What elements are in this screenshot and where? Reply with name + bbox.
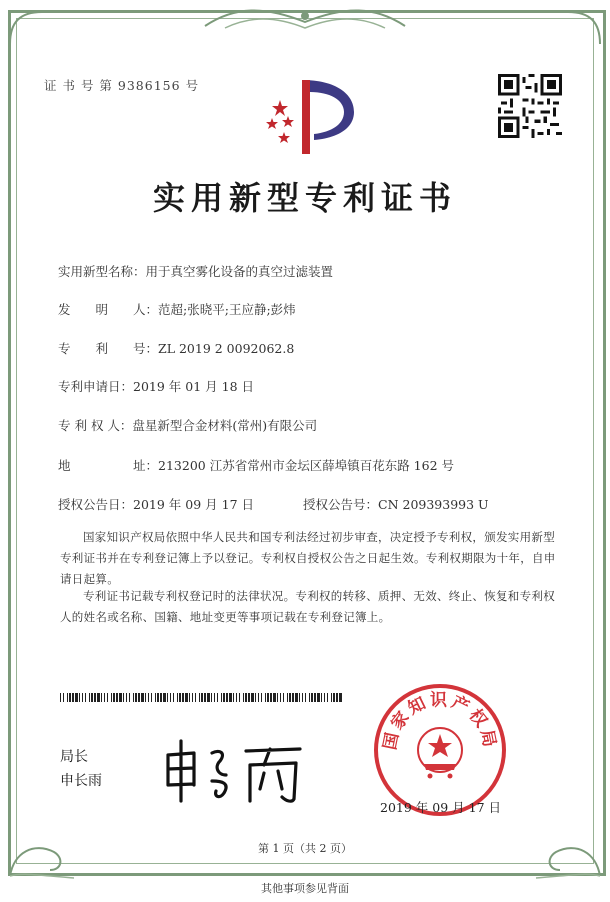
top-ornament-icon	[195, 2, 415, 36]
signatory-name: 申长雨	[60, 773, 102, 789]
field-patent-number	[58, 339, 294, 357]
field-grant-number	[303, 495, 489, 513]
field-grant-date	[58, 495, 254, 513]
top-right-corner-icon	[564, 8, 604, 48]
field-value: 2019 年 01 月 18 日	[133, 379, 255, 394]
svg-text:国家知识产权局: 国家知识产权局	[380, 690, 500, 752]
barcode-icon	[60, 693, 342, 702]
certificate-number-value: 9386156	[117, 78, 181, 93]
seal-date: 2019 年 09 月 17 日	[380, 800, 501, 815]
certificate-number-label: 证 书 号 第	[44, 78, 113, 93]
certificate-number	[44, 76, 199, 94]
field-label: 实用新型名称：	[58, 264, 146, 279]
certificate-number-suffix: 号	[185, 78, 200, 93]
qr-code-icon	[498, 74, 562, 138]
field-value: ZL 2019 2 0092062.8	[158, 341, 295, 356]
field-inventors	[58, 300, 296, 318]
field-label: 专 利 号：	[58, 341, 159, 356]
page-number: 第 1 页（共 2 页）	[258, 842, 352, 855]
grant-number-value: CN 209393993 U	[378, 497, 489, 512]
grant-date-value: 2019 年 09 月 17 日	[133, 497, 255, 512]
field-address	[58, 456, 454, 474]
grant-date-label: 授权公告日：	[58, 497, 134, 512]
field-application-date	[58, 377, 254, 395]
field-value: 213200 江苏省常州市金坛区薛埠镇百花东路 162 号	[158, 458, 455, 473]
field-label: 专利申请日：	[58, 379, 134, 394]
cnipa-logo-icon	[258, 72, 358, 162]
top-left-corner-icon	[6, 8, 46, 48]
signatory-role: 局长	[60, 749, 88, 765]
grant-number-label: 授权公告号：	[303, 497, 379, 512]
field-value: 盘星新型合金材料(常州)有限公司	[132, 418, 318, 433]
field-utility-model-name	[58, 262, 333, 280]
field-label: 发 明 人：	[58, 302, 159, 317]
paragraph-legal-status: 专利证书记载专利权登记时的法律状况。专利权的转移、质押、无效、终止、恢复和专利权人的姓名或名称、国籍、地址变更等事项记载在专利登记簿上。	[60, 589, 555, 624]
certificate-title: 实用新型专利证书	[152, 179, 457, 217]
paragraph-grant-statement: 国家知识产权局依照中华人民共和国专利法经过初步审查，决定授予专利权，颁发实用新型专利证书并在专利登记簿上予以登记。专利权自授权公告之日起生效。专利权期限为十年，自申请日起算。	[60, 530, 556, 586]
field-label: 专 利 权 人：	[58, 418, 133, 433]
field-value: 范超;张晓平;王应静;彭炜	[158, 302, 296, 317]
back-side-note: 其他事项参见背面	[261, 882, 349, 895]
handwritten-signature-icon	[160, 735, 310, 807]
field-value: 用于真空雾化设备的真空过滤装置	[145, 264, 334, 279]
field-label: 地 址：	[58, 458, 159, 473]
field-patentee	[58, 416, 317, 434]
